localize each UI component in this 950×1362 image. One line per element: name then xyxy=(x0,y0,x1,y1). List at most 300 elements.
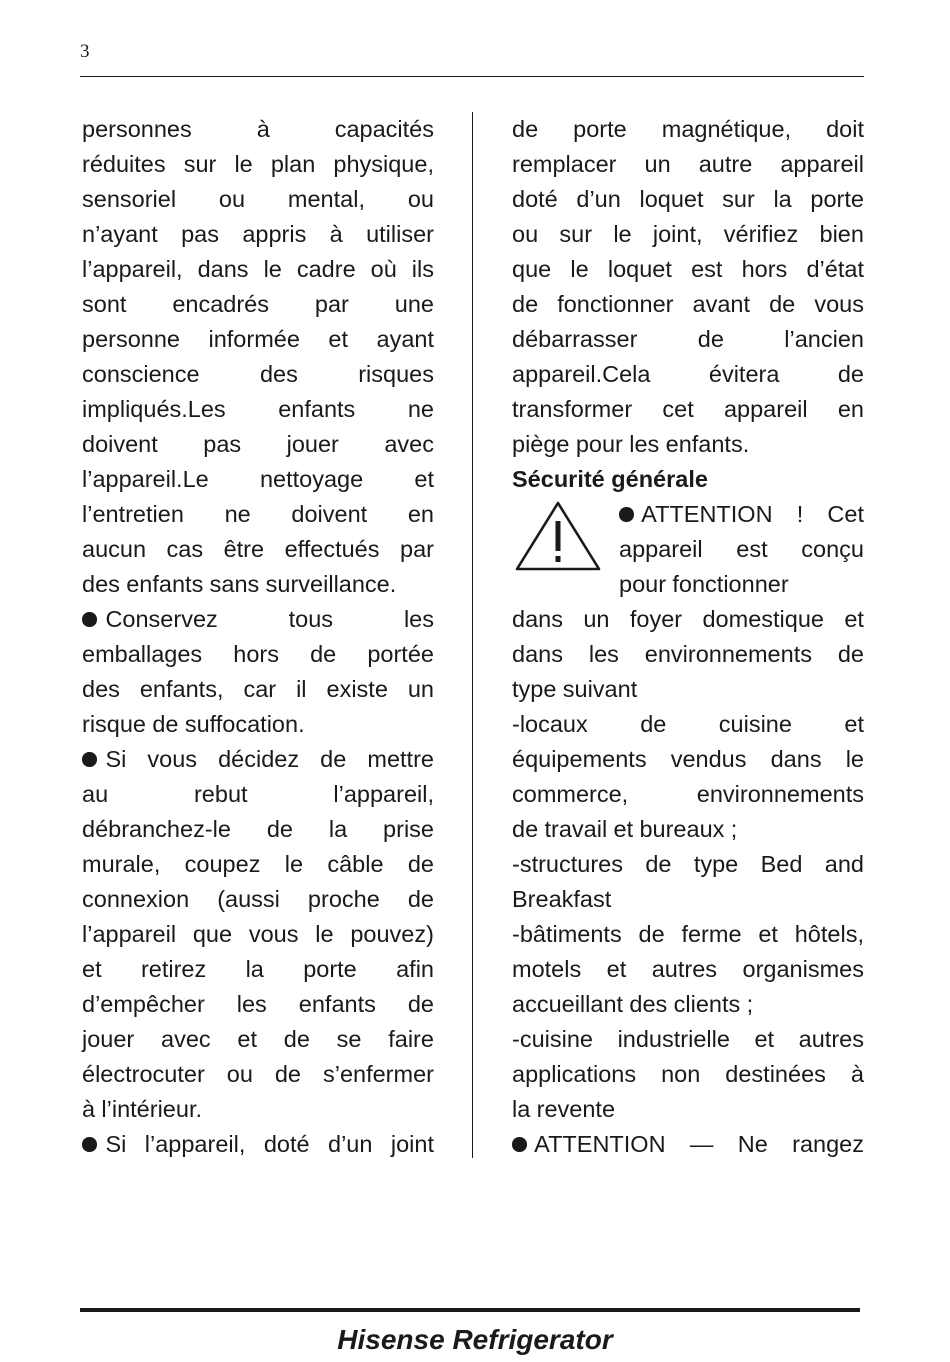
word: bureaux xyxy=(639,816,725,842)
word: d’un xyxy=(328,1131,373,1157)
word: à xyxy=(850,1061,864,1087)
text-line xyxy=(512,882,864,917)
word: enfants xyxy=(126,571,204,597)
word: et xyxy=(414,466,434,492)
word: ferme xyxy=(681,921,742,947)
right-column-bottom-text xyxy=(512,602,864,1162)
text-line xyxy=(82,952,434,987)
word: coupez xyxy=(184,851,261,877)
text-line xyxy=(512,1092,864,1127)
word: l’appareil.Le xyxy=(82,466,209,492)
text-line xyxy=(82,252,434,287)
word: s’enfermer xyxy=(322,1061,434,1087)
word: proche xyxy=(307,886,380,912)
word: des xyxy=(629,991,668,1017)
word: non xyxy=(661,1061,701,1087)
text-line xyxy=(82,287,434,322)
word: ATTENTION xyxy=(534,1131,666,1157)
right-column xyxy=(512,112,864,1162)
word: d’un xyxy=(576,186,621,212)
word: cas xyxy=(166,536,204,562)
text-line xyxy=(82,497,434,532)
word: n’ayant xyxy=(82,221,158,247)
text-line xyxy=(82,112,434,147)
word: autres xyxy=(651,956,718,982)
word: dans xyxy=(512,606,563,632)
word: et xyxy=(82,956,102,982)
word: domestique xyxy=(702,606,824,632)
word: transformer xyxy=(512,396,633,422)
word: appris xyxy=(242,221,307,247)
word: commerce, xyxy=(512,781,629,807)
word: aucun xyxy=(82,536,147,562)
word: cet xyxy=(662,396,694,422)
word: sans xyxy=(209,571,260,597)
word: enfants xyxy=(278,396,356,422)
text-line xyxy=(512,147,864,182)
word: la xyxy=(512,1096,531,1122)
column-divider xyxy=(472,112,473,1158)
word: de xyxy=(697,326,724,352)
word: hors xyxy=(233,641,279,667)
text-line xyxy=(82,987,434,1022)
word: Si xyxy=(105,746,127,772)
word: sensoriel xyxy=(82,186,177,212)
text-line xyxy=(82,217,434,252)
word: de xyxy=(320,746,347,772)
word: sur xyxy=(559,221,593,247)
text-line xyxy=(82,637,434,672)
section-heading: Sécurité générale xyxy=(512,466,708,492)
bullet-dot-icon xyxy=(82,612,97,627)
text-line xyxy=(82,777,434,812)
text-line xyxy=(82,567,434,602)
word: de xyxy=(512,816,539,842)
word: un xyxy=(407,676,434,702)
word: clients xyxy=(673,991,741,1017)
word: enfants. xyxy=(665,431,750,457)
word: de xyxy=(407,886,434,912)
word: ou xyxy=(218,186,246,212)
word: cuisine xyxy=(718,711,792,737)
word: appareil xyxy=(619,536,703,562)
word: jouer xyxy=(286,431,339,457)
page-number: 3 xyxy=(80,41,90,62)
word: travail xyxy=(544,816,608,842)
word: -cuisine xyxy=(512,1026,593,1052)
word: doté xyxy=(512,186,558,212)
word: personne xyxy=(82,326,180,352)
word: risque xyxy=(82,711,147,737)
word: hors xyxy=(741,256,788,282)
word: Ne xyxy=(737,1131,768,1157)
word: Conservez xyxy=(105,606,218,632)
word: les xyxy=(629,431,660,457)
word: de xyxy=(266,816,293,842)
word: de xyxy=(769,291,796,317)
word: murale, xyxy=(82,851,161,877)
text-line xyxy=(82,392,434,427)
word: effectués xyxy=(284,536,380,562)
word: utiliser xyxy=(366,221,434,247)
word: l’appareil, xyxy=(82,256,183,282)
bullet-word xyxy=(512,1127,666,1162)
text-line xyxy=(512,672,864,707)
word: de xyxy=(640,711,667,737)
text-line xyxy=(82,847,434,882)
word: le xyxy=(845,746,864,772)
word: les xyxy=(236,991,267,1017)
word: (aussi xyxy=(217,886,280,912)
bullet-word xyxy=(619,497,773,532)
word: sur xyxy=(722,186,755,212)
bullet-item-line xyxy=(619,497,864,532)
word: connexion xyxy=(82,886,190,912)
word: être xyxy=(223,536,265,562)
bullet-dot-icon xyxy=(82,752,97,767)
word: où xyxy=(370,256,397,282)
word: portée xyxy=(367,641,434,667)
word: à xyxy=(329,221,343,247)
word: la xyxy=(245,956,264,982)
bullet-item-line xyxy=(82,602,434,637)
text-line xyxy=(82,462,434,497)
word: Breakfast xyxy=(512,886,612,912)
word: doit xyxy=(826,116,864,142)
word: autres xyxy=(798,1026,864,1052)
word: Cet xyxy=(827,501,864,527)
word: ou xyxy=(226,1061,253,1087)
text-line xyxy=(82,1022,434,1057)
word: fonctionner xyxy=(557,291,674,317)
word: emballages xyxy=(82,641,203,667)
word: environnements xyxy=(644,641,812,667)
word: environnements xyxy=(696,781,864,807)
word: pas xyxy=(181,221,219,247)
text-line xyxy=(82,882,434,917)
word: pour xyxy=(575,431,623,457)
word: ou xyxy=(512,221,539,247)
text-line xyxy=(512,182,864,217)
text-line xyxy=(512,917,864,952)
word: et xyxy=(237,1026,258,1052)
word: porte xyxy=(303,956,357,982)
word: le xyxy=(315,921,334,947)
word: le xyxy=(613,221,632,247)
word: fonctionner xyxy=(672,571,789,597)
word: retirez xyxy=(140,956,207,982)
header-rule xyxy=(80,76,864,77)
text-line xyxy=(82,1092,434,1127)
text-line xyxy=(512,252,864,287)
word: les xyxy=(588,641,619,667)
word: sont xyxy=(82,291,127,317)
left-column xyxy=(82,112,434,1162)
text-line xyxy=(82,147,434,182)
word: car xyxy=(243,676,277,702)
word: faire xyxy=(388,1026,434,1052)
word: applications xyxy=(512,1061,637,1087)
word: de xyxy=(645,851,672,877)
word: de xyxy=(837,641,864,667)
bullet-dot-icon xyxy=(512,1137,527,1152)
word: l’ancien xyxy=(784,326,864,352)
word: des xyxy=(82,676,120,702)
word: Si xyxy=(105,1131,127,1157)
word: and xyxy=(824,851,864,877)
word: un xyxy=(583,606,610,632)
text-line xyxy=(82,357,434,392)
word: enfants xyxy=(298,991,376,1017)
word: ne xyxy=(224,501,251,527)
word: existe xyxy=(326,676,388,702)
word: au xyxy=(82,781,109,807)
word: de xyxy=(512,291,539,317)
text-line xyxy=(619,567,864,602)
word: avec xyxy=(161,1026,211,1052)
text-line xyxy=(512,1057,864,1092)
bullet-word xyxy=(82,1127,126,1162)
bullet-item-line xyxy=(82,1127,434,1162)
word: l’entretien xyxy=(82,501,184,527)
word: appareil xyxy=(780,151,864,177)
word: les xyxy=(403,606,434,632)
text-line xyxy=(512,322,864,357)
word: ATTENTION xyxy=(641,501,773,527)
word: doté xyxy=(263,1131,310,1157)
word: se xyxy=(336,1026,362,1052)
word: décidez xyxy=(218,746,300,772)
word: conscience xyxy=(82,361,200,387)
word: doivent xyxy=(82,431,158,457)
word: il xyxy=(296,676,307,702)
word: ils xyxy=(411,256,434,282)
word: ! xyxy=(796,501,804,527)
warning-block xyxy=(512,497,864,602)
text-line xyxy=(512,217,864,252)
word: vous xyxy=(814,291,864,317)
word: accueillant xyxy=(512,991,624,1017)
word: loquet xyxy=(639,186,704,212)
word: de xyxy=(407,851,434,877)
text-line xyxy=(82,672,434,707)
word: l’appareil xyxy=(82,921,177,947)
word: doivent xyxy=(291,501,368,527)
text-line xyxy=(512,742,864,777)
word: industrielle xyxy=(617,1026,730,1052)
word: équipements xyxy=(512,746,647,772)
text-line xyxy=(619,532,864,567)
word: de xyxy=(407,991,434,1017)
word: personnes xyxy=(82,116,192,142)
word: par xyxy=(400,536,434,562)
word: pour xyxy=(619,571,667,597)
word: de xyxy=(283,1026,310,1052)
text-line xyxy=(82,707,434,742)
text-line xyxy=(512,812,864,847)
word: hôtels, xyxy=(794,921,864,947)
text-line xyxy=(82,1057,434,1092)
word: et xyxy=(606,956,627,982)
word: vérifiez xyxy=(723,221,799,247)
text-line xyxy=(82,812,434,847)
bullet-dot-icon xyxy=(619,507,634,522)
word: et xyxy=(328,326,349,352)
word: que xyxy=(512,256,552,282)
word: piège xyxy=(512,431,570,457)
word: appareil.Cela xyxy=(512,361,651,387)
word: remplacer xyxy=(512,151,617,177)
word: porte xyxy=(573,116,627,142)
text-line xyxy=(512,952,864,987)
text-line xyxy=(82,427,434,462)
word: autre xyxy=(698,151,753,177)
word: motels xyxy=(512,956,582,982)
word: vous xyxy=(147,746,198,772)
word: risques xyxy=(358,361,434,387)
word: porte xyxy=(810,186,864,212)
text-line xyxy=(512,112,864,147)
word: joint, xyxy=(652,221,703,247)
word: suffocation. xyxy=(184,711,305,737)
word: mental, xyxy=(287,186,365,212)
word: à xyxy=(82,1096,96,1122)
word: surveillance. xyxy=(265,571,397,597)
word: dans xyxy=(197,256,249,282)
text-line xyxy=(512,392,864,427)
word: -locaux xyxy=(512,711,588,737)
word: plan xyxy=(270,151,316,177)
word: appareil xyxy=(723,396,808,422)
word: revente xyxy=(536,1096,616,1122)
word: débarrasser xyxy=(512,326,638,352)
word: nettoyage xyxy=(259,466,364,492)
word: — xyxy=(689,1131,714,1157)
word: une xyxy=(394,291,434,317)
word: destinées xyxy=(725,1061,826,1087)
word: rebut xyxy=(193,781,248,807)
word: en xyxy=(837,396,864,422)
word: impliqués.Les xyxy=(82,396,226,422)
word: ; xyxy=(746,991,754,1017)
word: d’empêcher xyxy=(82,991,205,1017)
word: -bâtiments xyxy=(512,921,622,947)
word: physique, xyxy=(333,151,434,177)
word: le xyxy=(284,851,304,877)
word: conçu xyxy=(801,536,864,562)
word: de xyxy=(274,1061,301,1087)
word: magnétique, xyxy=(661,116,792,142)
word: pas xyxy=(203,431,242,457)
word: loquet xyxy=(607,256,672,282)
word: que xyxy=(192,921,233,947)
text-line xyxy=(512,427,864,462)
word: et xyxy=(844,606,864,632)
word: jouer xyxy=(82,1026,135,1052)
text-line xyxy=(512,357,864,392)
text-line xyxy=(82,532,434,567)
word: par xyxy=(314,291,349,317)
word: suivant xyxy=(562,676,638,702)
bullet-item-line xyxy=(512,1127,864,1162)
word: de xyxy=(152,711,179,737)
word: réduites xyxy=(82,151,166,177)
word: est xyxy=(736,536,768,562)
word: afin xyxy=(396,956,434,982)
text-line xyxy=(512,847,864,882)
bullet-item-line xyxy=(82,742,434,777)
word: évitera xyxy=(708,361,780,387)
word: le xyxy=(234,151,253,177)
text-line xyxy=(512,707,864,742)
word: le xyxy=(570,256,589,282)
text-line xyxy=(512,987,864,1022)
word: bien xyxy=(819,221,864,247)
word: vous xyxy=(248,921,299,947)
word: avec xyxy=(384,431,434,457)
word: ayant xyxy=(376,326,434,352)
word: encadrés xyxy=(172,291,269,317)
footer-rule xyxy=(80,1308,860,1312)
text-line xyxy=(512,637,864,672)
word: dans xyxy=(512,641,563,667)
word: câble xyxy=(327,851,384,877)
text-line xyxy=(82,322,434,357)
text-line xyxy=(512,777,864,812)
word: des xyxy=(259,361,298,387)
word: la xyxy=(773,186,792,212)
word: électrocuter xyxy=(82,1061,205,1087)
word: mettre xyxy=(367,746,434,772)
footer-brand: Hisense Refrigerator xyxy=(337,1324,613,1355)
word: sur xyxy=(183,151,217,177)
word: l’appareil, xyxy=(144,1131,246,1157)
word: ou xyxy=(407,186,434,212)
word: débranchez-le xyxy=(82,816,231,842)
word: ne xyxy=(407,396,434,422)
word: le xyxy=(263,256,282,282)
word: à xyxy=(256,116,270,142)
word: cadre xyxy=(296,256,356,282)
word: et xyxy=(758,921,778,947)
word: tous xyxy=(288,606,334,632)
word: dans xyxy=(770,746,822,772)
word: la xyxy=(328,816,348,842)
word: joint xyxy=(390,1131,434,1157)
word: foyer xyxy=(629,606,683,632)
word: des xyxy=(82,571,120,597)
word: et xyxy=(754,1026,775,1052)
word: informée xyxy=(208,326,300,352)
word: l’intérieur. xyxy=(101,1096,202,1122)
word: type xyxy=(512,676,557,702)
word: un xyxy=(644,151,671,177)
word: vendus xyxy=(670,746,747,772)
word: et xyxy=(844,711,864,737)
bullet-word xyxy=(82,742,126,777)
word: organismes xyxy=(742,956,864,982)
right-column-top-text xyxy=(512,112,864,462)
word: de xyxy=(512,116,539,142)
warning-triangle-icon xyxy=(512,497,604,577)
word: type xyxy=(693,851,739,877)
word: est xyxy=(691,256,723,282)
word: ; xyxy=(730,816,738,842)
bullet-word xyxy=(82,602,218,637)
word: de xyxy=(310,641,337,667)
word: et xyxy=(613,816,634,842)
word: pouvez) xyxy=(350,921,434,947)
